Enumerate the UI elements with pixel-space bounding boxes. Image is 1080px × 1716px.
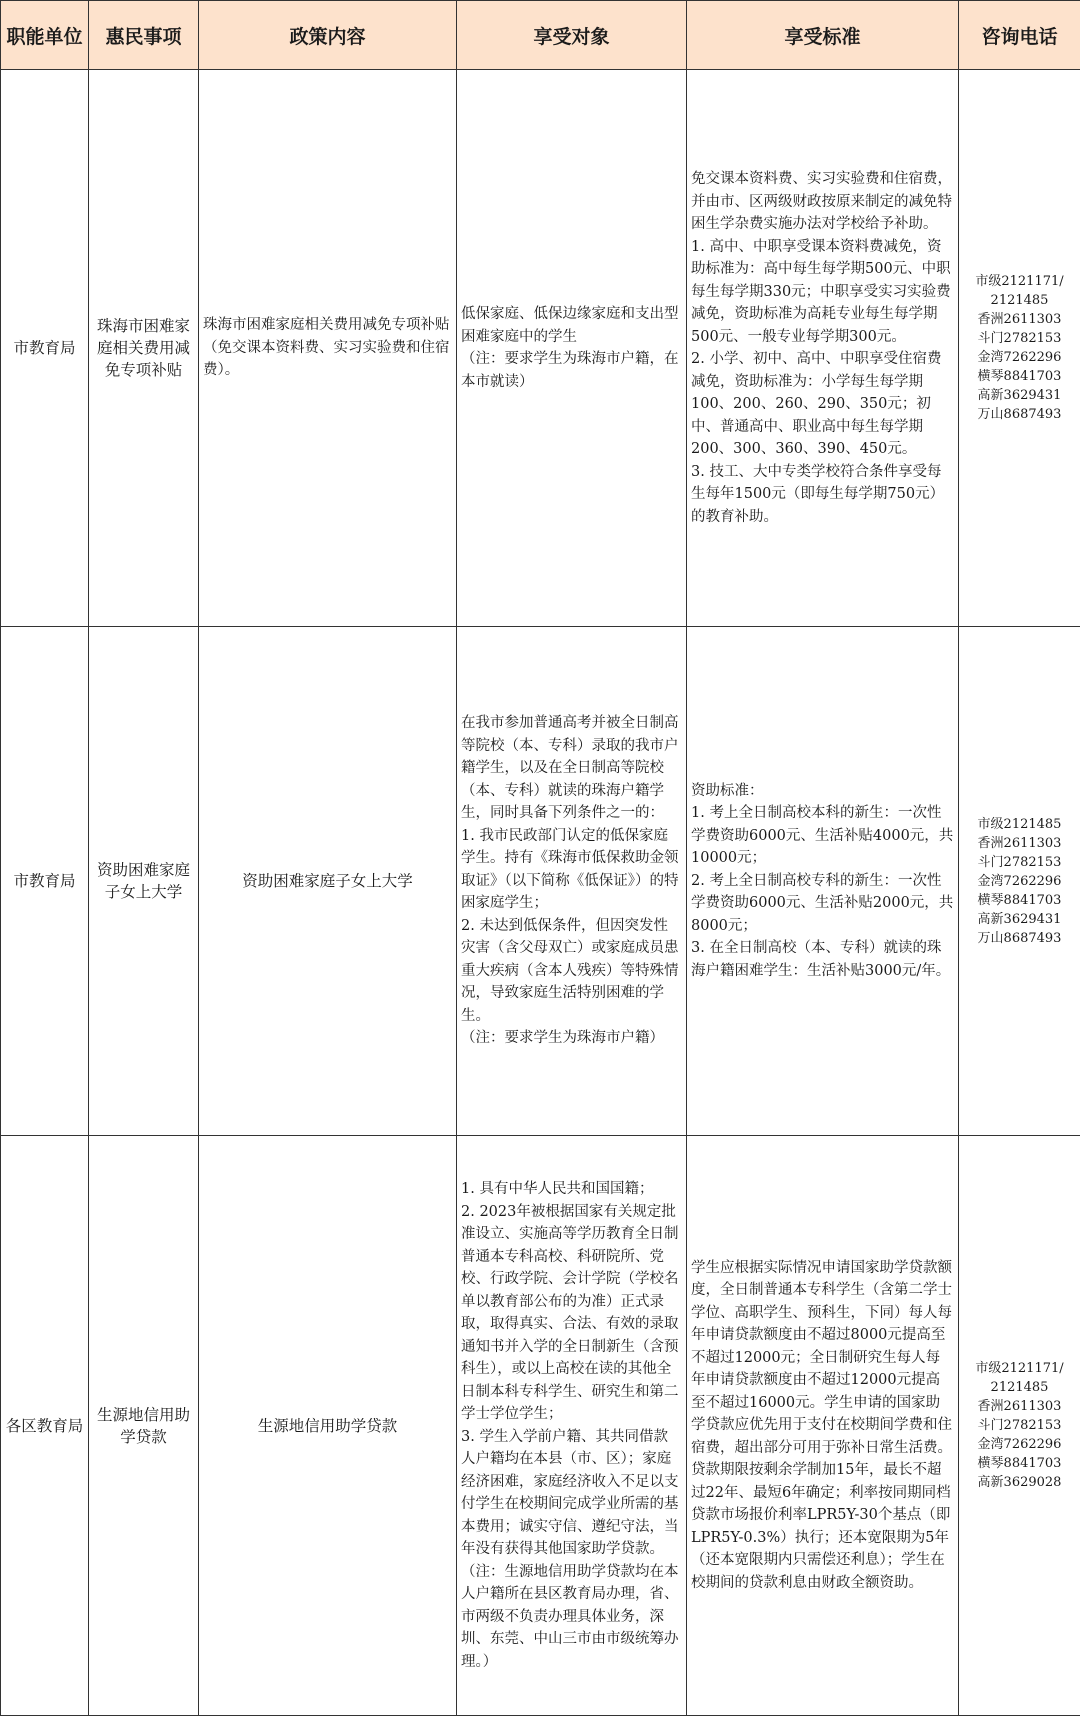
header-item: 惠民事项 (89, 1, 199, 70)
phone-cell: 市级2121485 香洲2611303 斗门2782153 金湾7262296 横琴8841703 高新3629431 万山8687493 (959, 627, 1080, 1136)
target-cell: 在我市参加普通高考并被全日制高等院校（本、专科）录取的我市户籍学生，以及在全日制高等院校（本、专科）就读的珠海户籍学生，同时具备下列条件之一的： 1. 我市民政部门认定的低保家庭学生。持有《珠海市低保救助金领取证》（以下简称《低保证》）的特困家庭学生； 2. 未达到低保条件，但因突发性灾害（含父母双亡）或家庭成员患重大疾病（含本人残疾）等特殊情况，导致家庭生活特别困难的学生。 （注：要求学生为珠海市户籍） (457, 627, 687, 1136)
phone-cell: 市级2121171/ 2121485 香洲2611303 斗门2782153 金湾7262296 横琴8841703 高新3629431 万山8687493 (959, 70, 1080, 627)
table-row (1, 70, 1080, 627)
table-header (1, 1, 1080, 70)
item-cell: 生源地信用助学贷款 (89, 1136, 199, 1716)
table-row (1, 627, 1080, 1136)
target-cell: 1. 具有中华人民共和国国籍； 2. 2023年被根据国家有关规定批准设立、实施高等学历教育全日制普通本专科高校、科研院所、党校、行政学院、会计学院（学校名单以教育部公布的为准）正式录取，取得真实、合法、有效的录取通知书并入学的全日制新生（含预科生），或以上高校在读的其他全日制本科专科学生、研究生和第二学士学位学生； 3. 学生入学前户籍、其共同借款人户籍均在本县（市、区）；家庭经济困难，家庭经济收入不足以支付学生在校期间完成学业所需的基本费用；诚实守信、遵纪守法，当年没有获得其他国家助学贷款。 （注：生源地信用助学贷款均在本人户籍所在县区教育局办理，省、市两级不负责办理具体业务，深圳、东莞、中山三市由市级统筹办理。） (457, 1136, 687, 1716)
unit-cell: 市教育局 (1, 627, 89, 1136)
unit-cell: 各区教育局 (1, 1136, 89, 1716)
standard-cell: 学生应根据实际情况申请国家助学贷款额度，全日制普通本专科学生（含第二学士学位、高职学生、预科生，下同）每人每年申请贷款额度由不超过8000元提高至不超过12000元；全日制研究生每人每年申请贷款额度由不超过12000元提高至不超过16000元。学生申请的国家助学贷款应优先用于支付在校期间学费和住宿费，超出部分可用于弥补日常生活费。 贷款期限按剩余学制加15年，最长不超过22年、最短6年确定；利率按同期同档贷款市场报价利率LPR5Y-30个基点（即LPR5Y-0.3%）执行；还本宽限期为5年（还本宽限期内只需偿还利息）；学生在校期间的贷款利息由财政全额资助。 (687, 1136, 959, 1716)
item-cell: 珠海市困难家庭相关费用减免专项补贴 (89, 70, 199, 627)
target-cell: 低保家庭、低保边缘家庭和支出型困难家庭中的学生 （注：要求学生为珠海市户籍，在本市就读） (457, 70, 687, 627)
content-cell: 资助困难家庭子女上大学 (199, 627, 457, 1136)
standard-cell: 资助标准： 1. 考上全日制高校本科的新生：一次性学费资助6000元、生活补贴4000元，共10000元； 2. 考上全日制高校专科的新生：一次性学费资助6000元、生活补贴2000元，共8000元； 3. 在全日制高校（本、专科）就读的珠海户籍困难学生：生活补贴3000元/年。 (687, 627, 959, 1136)
standard-cell: 免交课本资料费、实习实验费和住宿费，并由市、区两级财政按原来制定的减免特困生学杂费实施办法对学校给予补助。 1. 高中、中职享受课本资料费减免，资助标准为：高中每生每学期500元、中职每生每学期330元；中职享受实习实验费减免，资助标准为高耗专业每生每学期500元、一般专业每学期300元。 2. 小学、初中、高中、中职享受住宿费减免，资助标准为：小学每生每学期100、200、260、290、350元；初中、普通高中、职业高中每生每学期200、300、360、390、450元。 3. 技工、大中专类学校符合条件享受每生每年1500元（即每生每学期750元）的教育补助。 (687, 70, 959, 627)
content-cell: 生源地信用助学贷款 (199, 1136, 457, 1716)
content-cell: 珠海市困难家庭相关费用减免专项补贴（免交课本资料费、实习实验费和住宿费）。 (199, 70, 457, 627)
header-unit: 职能单位 (1, 1, 89, 70)
item-cell: 资助困难家庭子女上大学 (89, 627, 199, 1136)
header-content: 政策内容 (199, 1, 457, 70)
phone-cell: 市级2121171/ 2121485 香洲2611303 斗门2782153 金湾7262296 横琴8841703 高新3629028 (959, 1136, 1080, 1716)
header-standard: 享受标准 (687, 1, 959, 70)
header-phone: 咨询电话 (959, 1, 1080, 70)
table-row (1, 1136, 1080, 1716)
header-target: 享受对象 (457, 1, 687, 70)
unit-cell: 市教育局 (1, 70, 89, 627)
